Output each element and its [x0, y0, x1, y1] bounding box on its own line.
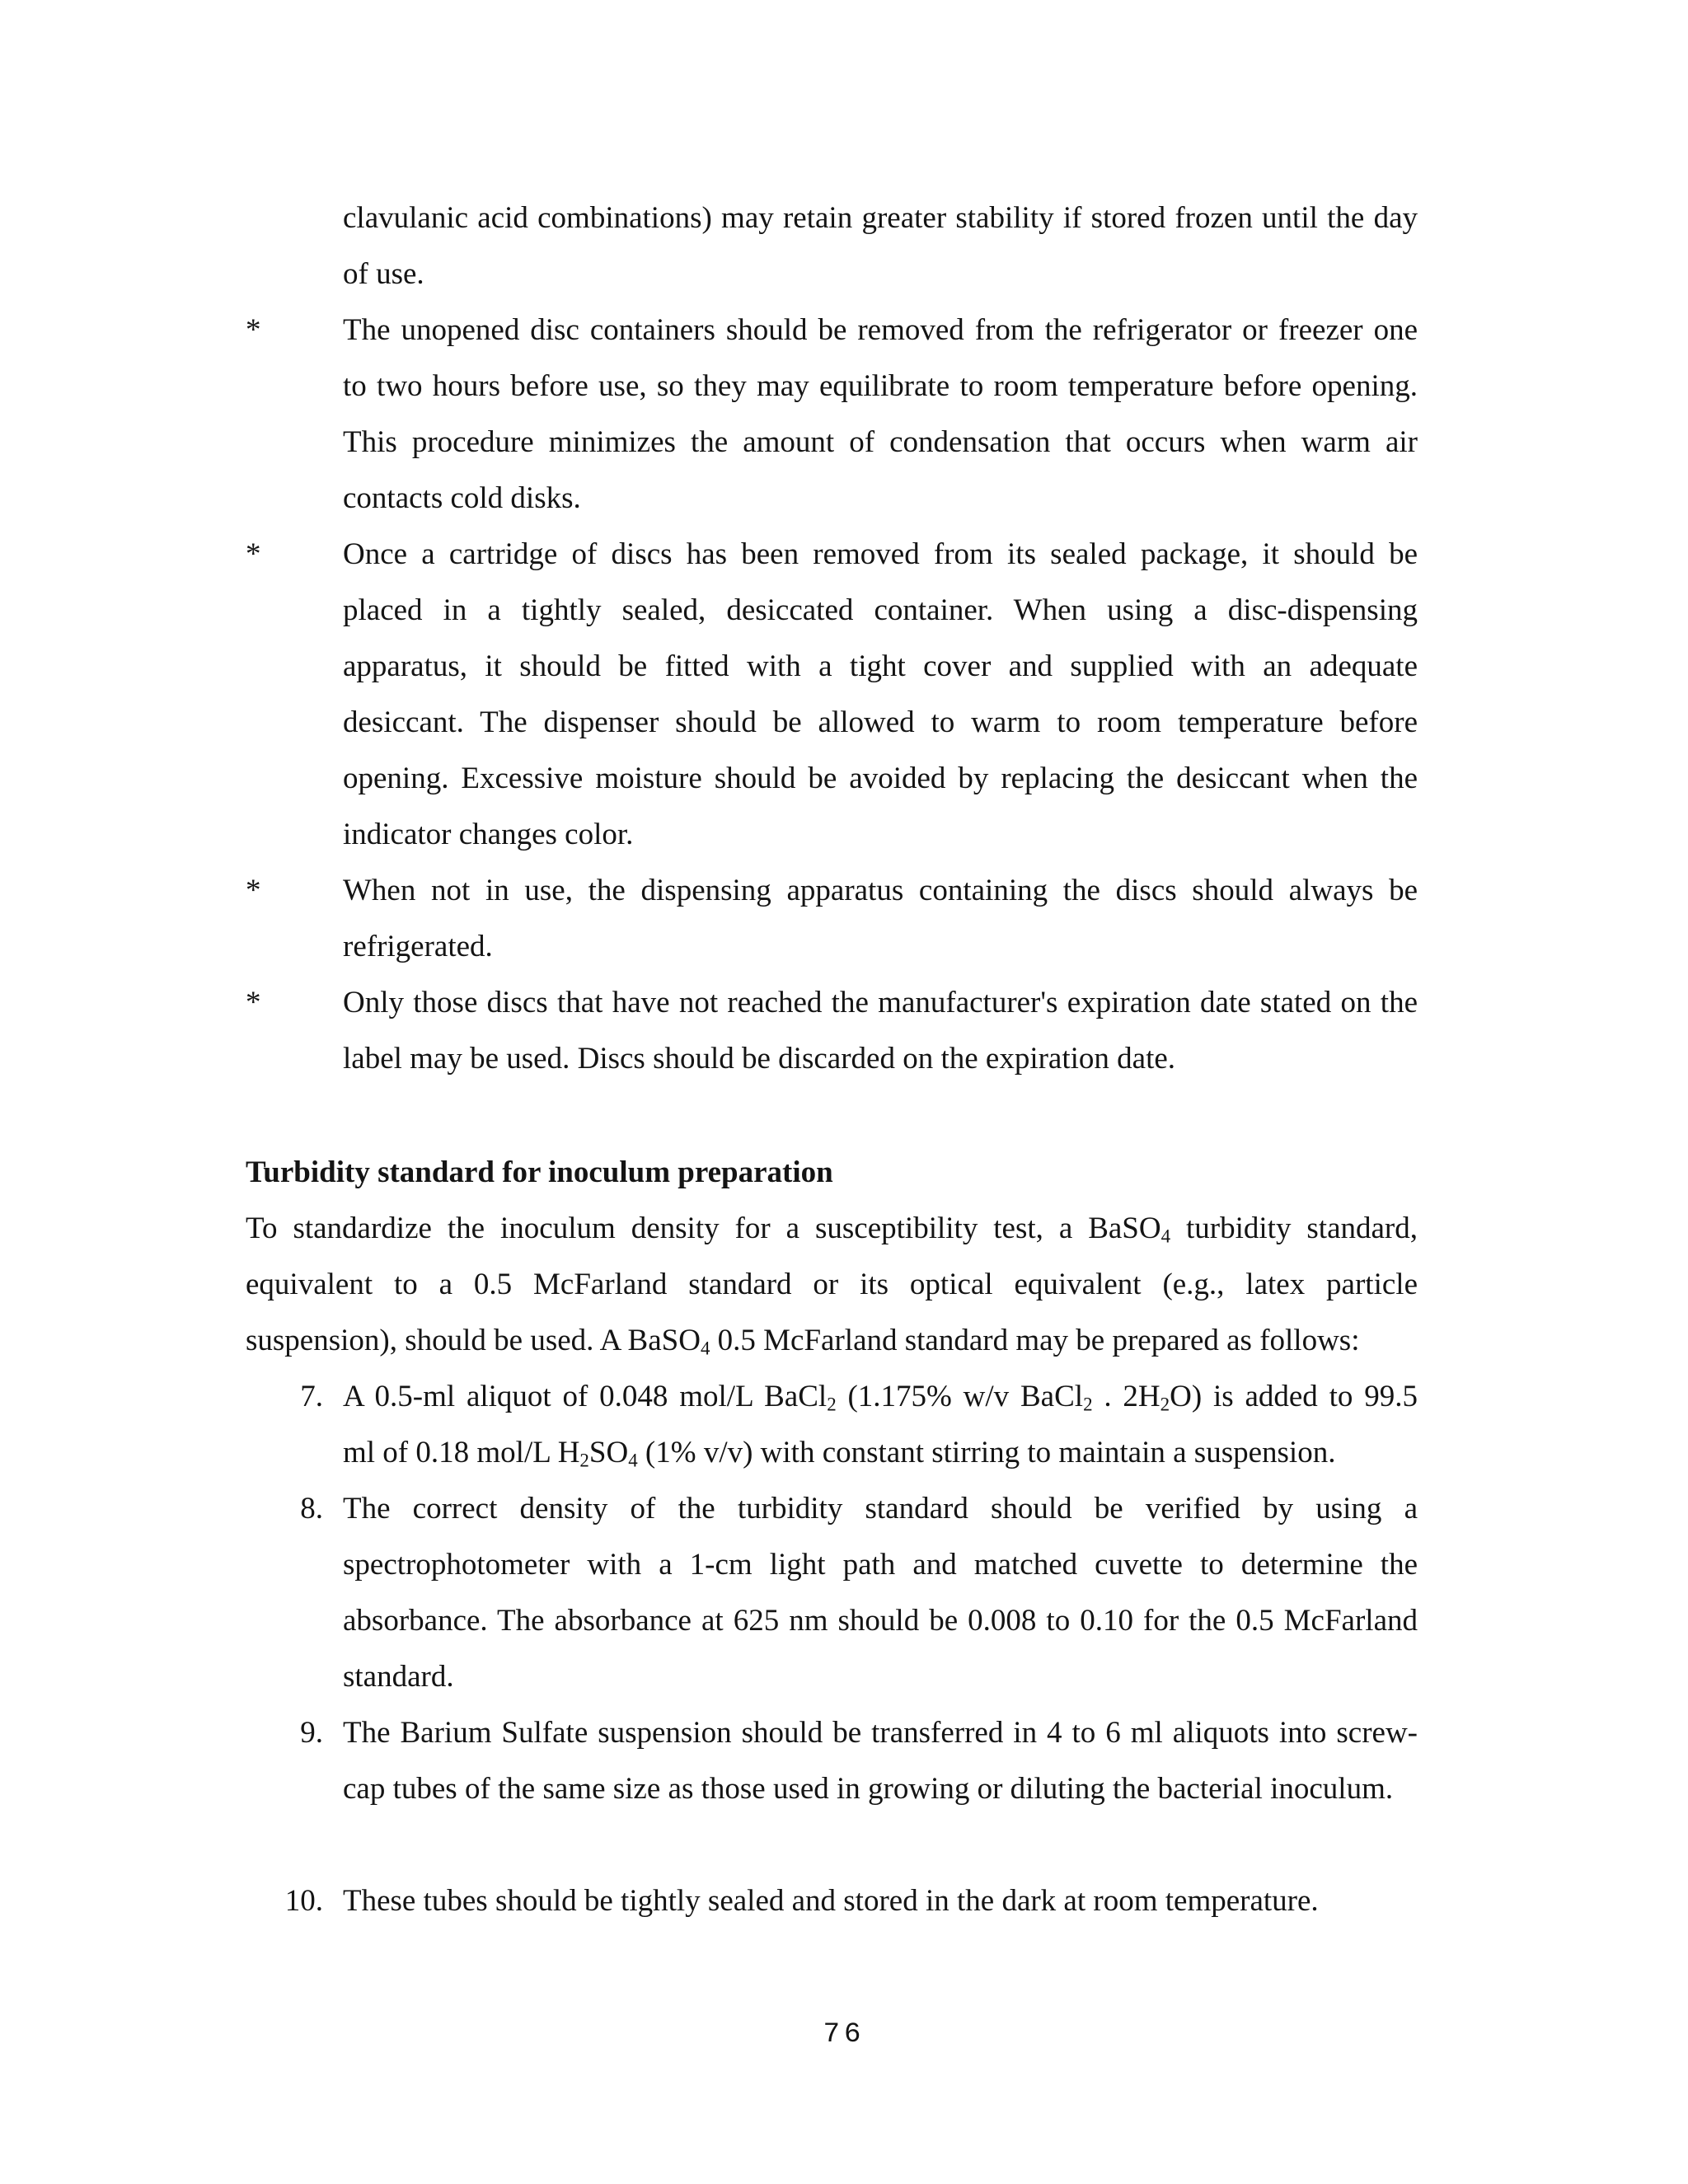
bullet-line: This procedure minimizes the amount of condensation that occurs when warm air	[343, 425, 1418, 459]
section-heading: Turbidity standard for inoculum preparation	[246, 1155, 833, 1189]
list-number: 7.	[300, 1380, 323, 1413]
bullet-line: apparatus, it should be fitted with a tight cover and supplied with an adequate	[343, 649, 1418, 683]
bullet-line: refrigerated.	[343, 930, 493, 963]
page-number: 76	[823, 2019, 865, 2050]
list-number: 10.	[284, 1884, 323, 1918]
bullet-line: opening. Excessive moisture should be avoided by replacing the desiccant when the	[343, 762, 1418, 795]
bullet-marker: *	[246, 537, 261, 571]
bullet-line: to two hours before use, so they may equilibrate to room temperature before opening.	[343, 369, 1418, 403]
list-number: 9.	[300, 1716, 323, 1750]
bullet-marker: *	[246, 313, 261, 347]
body-line: clavulanic acid combinations) may retain greater stability if stored frozen until the day	[343, 201, 1418, 235]
list-item-line: spectrophotometer with a 1-cm light path and matched cuvette to determine the	[343, 1548, 1418, 1582]
list-item-line: standard.	[343, 1660, 454, 1694]
bullet-line: Once a cartridge of discs has been removed from its sealed package, it should be	[343, 537, 1418, 571]
list-item-line: These tubes should be tightly sealed and stored in the dark at room temperature.	[343, 1884, 1319, 1918]
paragraph-line: suspension), should be used. A BaSO$_4$ 0.5 McFarland standard may be prepared as follows:	[246, 1324, 1360, 1359]
list-item-line: ml of 0.18 mol/L $H_2SO_4$ (1% v/v) with constant stirring to maintain a suspension.	[343, 1436, 1336, 1471]
bullet-line: indicator changes color.	[343, 818, 634, 851]
bullet-line: desiccant. The dispenser should be allowed to warm to room temperature before	[343, 705, 1418, 739]
list-item-line: A 0.5-ml aliquot of 0.048 mol/L BaCl$_2$ (1.175% w/v BaCl$_2$ . $2H_2O$) is added to 99.5	[343, 1380, 1418, 1415]
paragraph-line: To standardize the inoculum density for a susceptibility test, a BaSO$_4$ turbidity standard,	[246, 1212, 1418, 1247]
list-item-line: cap tubes of the same size as those used in growing or diluting the bacterial inoculum.	[343, 1772, 1394, 1806]
list-item-line: absorbance. The absorbance at 625 nm should be 0.008 to 0.10 for the 0.5 McFarland	[343, 1604, 1418, 1638]
bullet-line: Only those discs that have not reached the manufacturer's expiration date stated on the	[343, 986, 1418, 1019]
bullet-marker: *	[246, 986, 261, 1019]
paragraph-line: equivalent to a 0.5 McFarland standard or its optical equivalent (e.g., latex particle	[246, 1268, 1418, 1301]
list-item-line: The Barium Sulfate suspension should be transferred in 4 to 6 ml aliquots into screw-	[343, 1716, 1418, 1750]
bullet-line: placed in a tightly sealed, desiccated container. When using a disc-dispensing	[343, 593, 1418, 627]
list-item-line: The correct density of the turbidity standard should be verified by using a	[343, 1492, 1418, 1526]
bullet-line: The unopened disc containers should be removed from the refrigerator or freezer one	[343, 313, 1418, 347]
bullet-line: contacts cold disks.	[343, 481, 581, 515]
list-number: 8.	[300, 1492, 323, 1526]
bullet-marker: *	[246, 874, 261, 907]
bullet-line: label may be used. Discs should be discarded on the expiration date.	[343, 1042, 1176, 1076]
bullet-line: When not in use, the dispensing apparatus containing the discs should always be	[343, 874, 1418, 907]
body-line: of use.	[343, 257, 424, 291]
